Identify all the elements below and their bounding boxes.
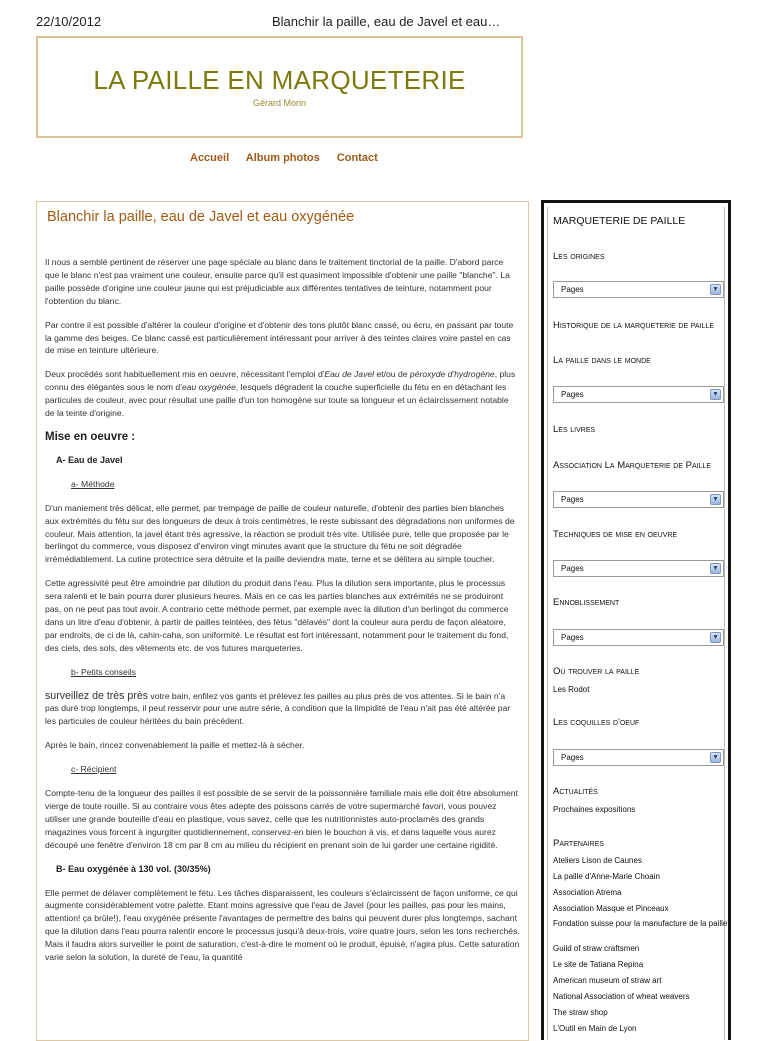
pages-select-techniques[interactable] (553, 560, 724, 577)
subsection-heading: A- Eau de Javel (56, 454, 123, 465)
sidebar-link-expositions[interactable]: Prochaines expositions (553, 805, 636, 814)
nav-contact[interactable]: Contact (336, 152, 378, 164)
sidebar-link-association[interactable]: Association La Marqueterie de Paille (553, 460, 712, 471)
text: votre bain, enfilez vos gants et prélevez les pailles au plus près de vos attentes. Si le bain n'a pas duré trop longtemps, il peut resservir pour une autre série, à condition que la limpidité de l'eau n'ait pas été altérée par les particules de couleur héritées du bain précédent. (45, 690, 511, 727)
chevron-down-icon: ▼ (710, 389, 721, 400)
partner-link[interactable]: National Association of wheat weavers (553, 992, 690, 1001)
select-value: Pages (561, 753, 584, 762)
partner-link[interactable]: American museum of straw art (553, 976, 662, 985)
print-page-title: Blanchir la paille, eau de Javel et eau… (272, 14, 501, 29)
partner-link[interactable]: Association Masque et Pinceaux (553, 904, 669, 913)
sidebar-heading-partenaires: Partenaires (553, 838, 604, 849)
print-date: 22/10/2012 (36, 14, 102, 29)
select-value: Pages (561, 564, 584, 573)
chevron-down-icon: ▼ (710, 752, 721, 763)
sub-heading-text: c- Récipient (71, 764, 117, 775)
pages-select-association[interactable] (553, 491, 724, 508)
sidebar-heading-actualites: Actualités (553, 786, 598, 797)
article-content (36, 201, 529, 1041)
print-header (36, 14, 732, 34)
paragraph: Cette agressivité peut être amoindrie par dilution du produit dans l'eau. Plus la dilution sera importante, plus le processus sera ralenti et le bain pourra durer plusieurs heures. Mais en ce cas les parties blanches aux extrémités ne se produiront pas, on ne peut pas tout avoir. A contrario cette méthode permet, par exemple avec la dilution d'un berlingot du commerce dans un litre d'eau d'obtenir, à partir de pailles teintées, des fétus "délavés" dont la couleur aura perdu de façon aléatoire, par endroits, de ci de là, cahin-caha, son uniformité. Le résultat est fort intéressant, notamment pour le traitement du fond, des ciels, des sols, des vêtements etc. de vos futures marqueteries. (45, 578, 509, 653)
nav-album-photos[interactable]: Album photos (245, 152, 320, 164)
select-value: Pages (561, 633, 584, 642)
italic-text: péroxyde d'hydrogène (409, 369, 495, 380)
paragraph: Il nous a semblé pertinent de réserver une page spéciale au blanc dans le traitement tinctorial de la paille. D'abord parce que le blanc n'est pas vraiment une couleur, ensuite parce qu'il est quasiment impossible d'obtenir une paille "blanche". La paille possède d'origine une couleur jaune qui est préjudiciable aux différentes tentatives de teinture, notamment pour l'obtention du blanc. (45, 257, 510, 306)
paragraph: Elle permet de délaver complètement le fétu. Les tâches disparaissent, les couleurs s'éclaircissent de façon uniforme, ce qui augmente considérablement votre palette. Etant moins agressive que l'eau de Javel (pour les pailles, pas pour les mains, attention! ça brûle!), l'eau oxygénée présente l'avantages de permettre des bains qui peuvent durer plus longtemps, sachant que la dilution dans l'eau pourra ralentir encore le processus jusqu'à deux-trois, voire quatre jours, selon les tons recherchés. Mais il faudra alors surveiller le point de saturation, c'est-à-dire le moment où le produit, épuisé, n'agira plus. Cette saturation varie selon la solution, la dureté de l'eau, la quantité (45, 887, 520, 963)
partner-link[interactable]: Guild of straw craftsmen (553, 944, 640, 953)
pages-select-ennoblissement[interactable] (553, 629, 724, 646)
sidebar-link-origines[interactable]: Les origines (553, 251, 605, 262)
select-value: Pages (561, 285, 584, 294)
text: , plus connu des élégantes sous le nom d' (45, 369, 516, 393)
paragraph: D'un maniement très délicat, elle permet, par trempage de paille de couleur naturelle, d'obtenir des parties bien blanches aux extrémités du fétu sur des longueurs de deux à trois centimètres, le reste subissant des dégradations non uniformes de couleur. Mais attention, la javel étant très agressive, la réaction se produit très vite. Utilisée pure, telle que proposée par le berlingot du commerce, vous disposez d'environ vingt minutes avant que la structure du fétu ne soit dégradée irrémédiablement. La cutine protectrice sera détruite et la paille deviendra mate, terne et se délitera au simple toucher. (45, 502, 515, 565)
chevron-down-icon: ▼ (710, 632, 721, 643)
sub-heading-text: b- Petits conseils (71, 666, 136, 677)
pages-select-origines[interactable] (553, 281, 724, 298)
sidebar-link-livres[interactable]: Les livres (553, 424, 596, 435)
partner-link[interactable]: Le site de Tatiana Repina (553, 960, 644, 969)
partner-link[interactable]: Ateliers Lison de Caunes (553, 856, 642, 865)
paragraph: Par contre il est possible d'altérer la couleur d'origine et d'obtenir des tons plutôt blanc cassé, ou écru, en passant par toute la gamme des beiges. Ce blanc cassé est particulièrement intéressant pour arriver à des teintes claires voire pastel en cas de mise en teinture ultérieure. (45, 319, 514, 356)
sidebar-link-historique[interactable]: Historique de la marqueterie de paille (553, 320, 715, 331)
chevron-down-icon: ▼ (710, 494, 721, 505)
pages-select-coquilles[interactable] (553, 749, 724, 766)
sidebar-link-rodot[interactable]: Les Rodot (553, 685, 590, 694)
section-heading: Mise en oeuvre : (45, 430, 136, 443)
select-value: Pages (561, 390, 584, 399)
sub-heading (71, 478, 520, 491)
emphasis-text: surveillez de très près (45, 689, 149, 702)
site-header (36, 36, 523, 138)
partner-link[interactable]: L'Outil en Main de Lyon (553, 1024, 637, 1033)
partner-link[interactable]: La paille d'Anne-Marie Choain (553, 872, 660, 881)
sub-heading-text: a- Méthode (71, 478, 115, 489)
paragraph (45, 368, 520, 420)
site-subtitle: Gérard Morin (252, 98, 306, 108)
chevron-down-icon: ▼ (710, 284, 721, 295)
text: et/ou de (374, 369, 410, 380)
main-nav (190, 152, 392, 164)
sub-heading (71, 666, 520, 679)
subsection-heading: B- Eau oxygénée à 130 vol. (30/35%) (56, 863, 211, 874)
paragraph (45, 690, 520, 729)
italic-text: eau oxygénée (181, 382, 236, 393)
nav-accueil[interactable]: Accueil (190, 152, 230, 164)
select-value: Pages (561, 495, 584, 504)
text: Deux procédés sont habituellement mis en oeuvre, nécessitant l'emploi d' (45, 369, 325, 380)
partner-link[interactable]: The straw shop (553, 1008, 608, 1017)
sidebar-link-techniques[interactable]: Techniques de mise en oeuvre (553, 529, 678, 540)
site-title[interactable]: LA PAILLE EN MARQUETERIE (93, 65, 466, 95)
partner-link[interactable]: Fondation suisse pour la manufacture de la paille (553, 919, 728, 928)
sidebar-link-ou-trouver[interactable]: Où trouver la paille (553, 666, 640, 677)
sidebar-link-coquilles[interactable]: Les coquilles d'oeuf (553, 717, 640, 728)
sidebar (541, 200, 731, 1040)
partner-link[interactable]: Association Atrema (553, 888, 622, 897)
paragraph: Compte-tenu de la longueur des pailles il est possible de se servir de la poissonnière familiale mais elle doit être absolument vierge de toute rouille. Si au contraire vous êtes adepte des poissons carrés de votre supermarché favori, vous pouvez utiliser une grande bouteille d'eau en plastique, vous savez, celle que les nutritionnistes auto-proclamés des grands magazines vous forcent à ingurgiter quotidiennement, conservez-en bien le bouchon à vis, et dans laquelle vous aurez découpé une fenêtre d'environ 18 cm par 8 cm au milieu du récipient en prenant soin de lui garder une certaine rigidité. (45, 788, 518, 850)
italic-text: Eau de Javel (324, 369, 375, 380)
pages-select-monde[interactable] (553, 386, 724, 403)
paragraph: Après le bain, rincez convenablement la paille et mettez-là à sécher. (45, 740, 305, 751)
sidebar-link-ennoblissement[interactable]: Ennoblissement (553, 597, 620, 608)
sidebar-title: MARQUETERIE DE PAILLE (553, 215, 686, 227)
sidebar-inner (547, 207, 728, 1040)
sidebar-link-monde[interactable]: La paille dans le monde (553, 355, 651, 366)
article-title: Blanchir la paille, eau de Javel et eau oxygénée (47, 209, 355, 225)
text: , lesquels dégradent la couche superficielle du fétu en en détachant les particules de couleur, avec pour résultat une paille d'un ton homogène sur toute sa longueur et un éclaircissement notable de la teinte d'origine. (45, 382, 509, 419)
chevron-down-icon: ▼ (710, 563, 721, 574)
sub-heading (71, 763, 520, 776)
